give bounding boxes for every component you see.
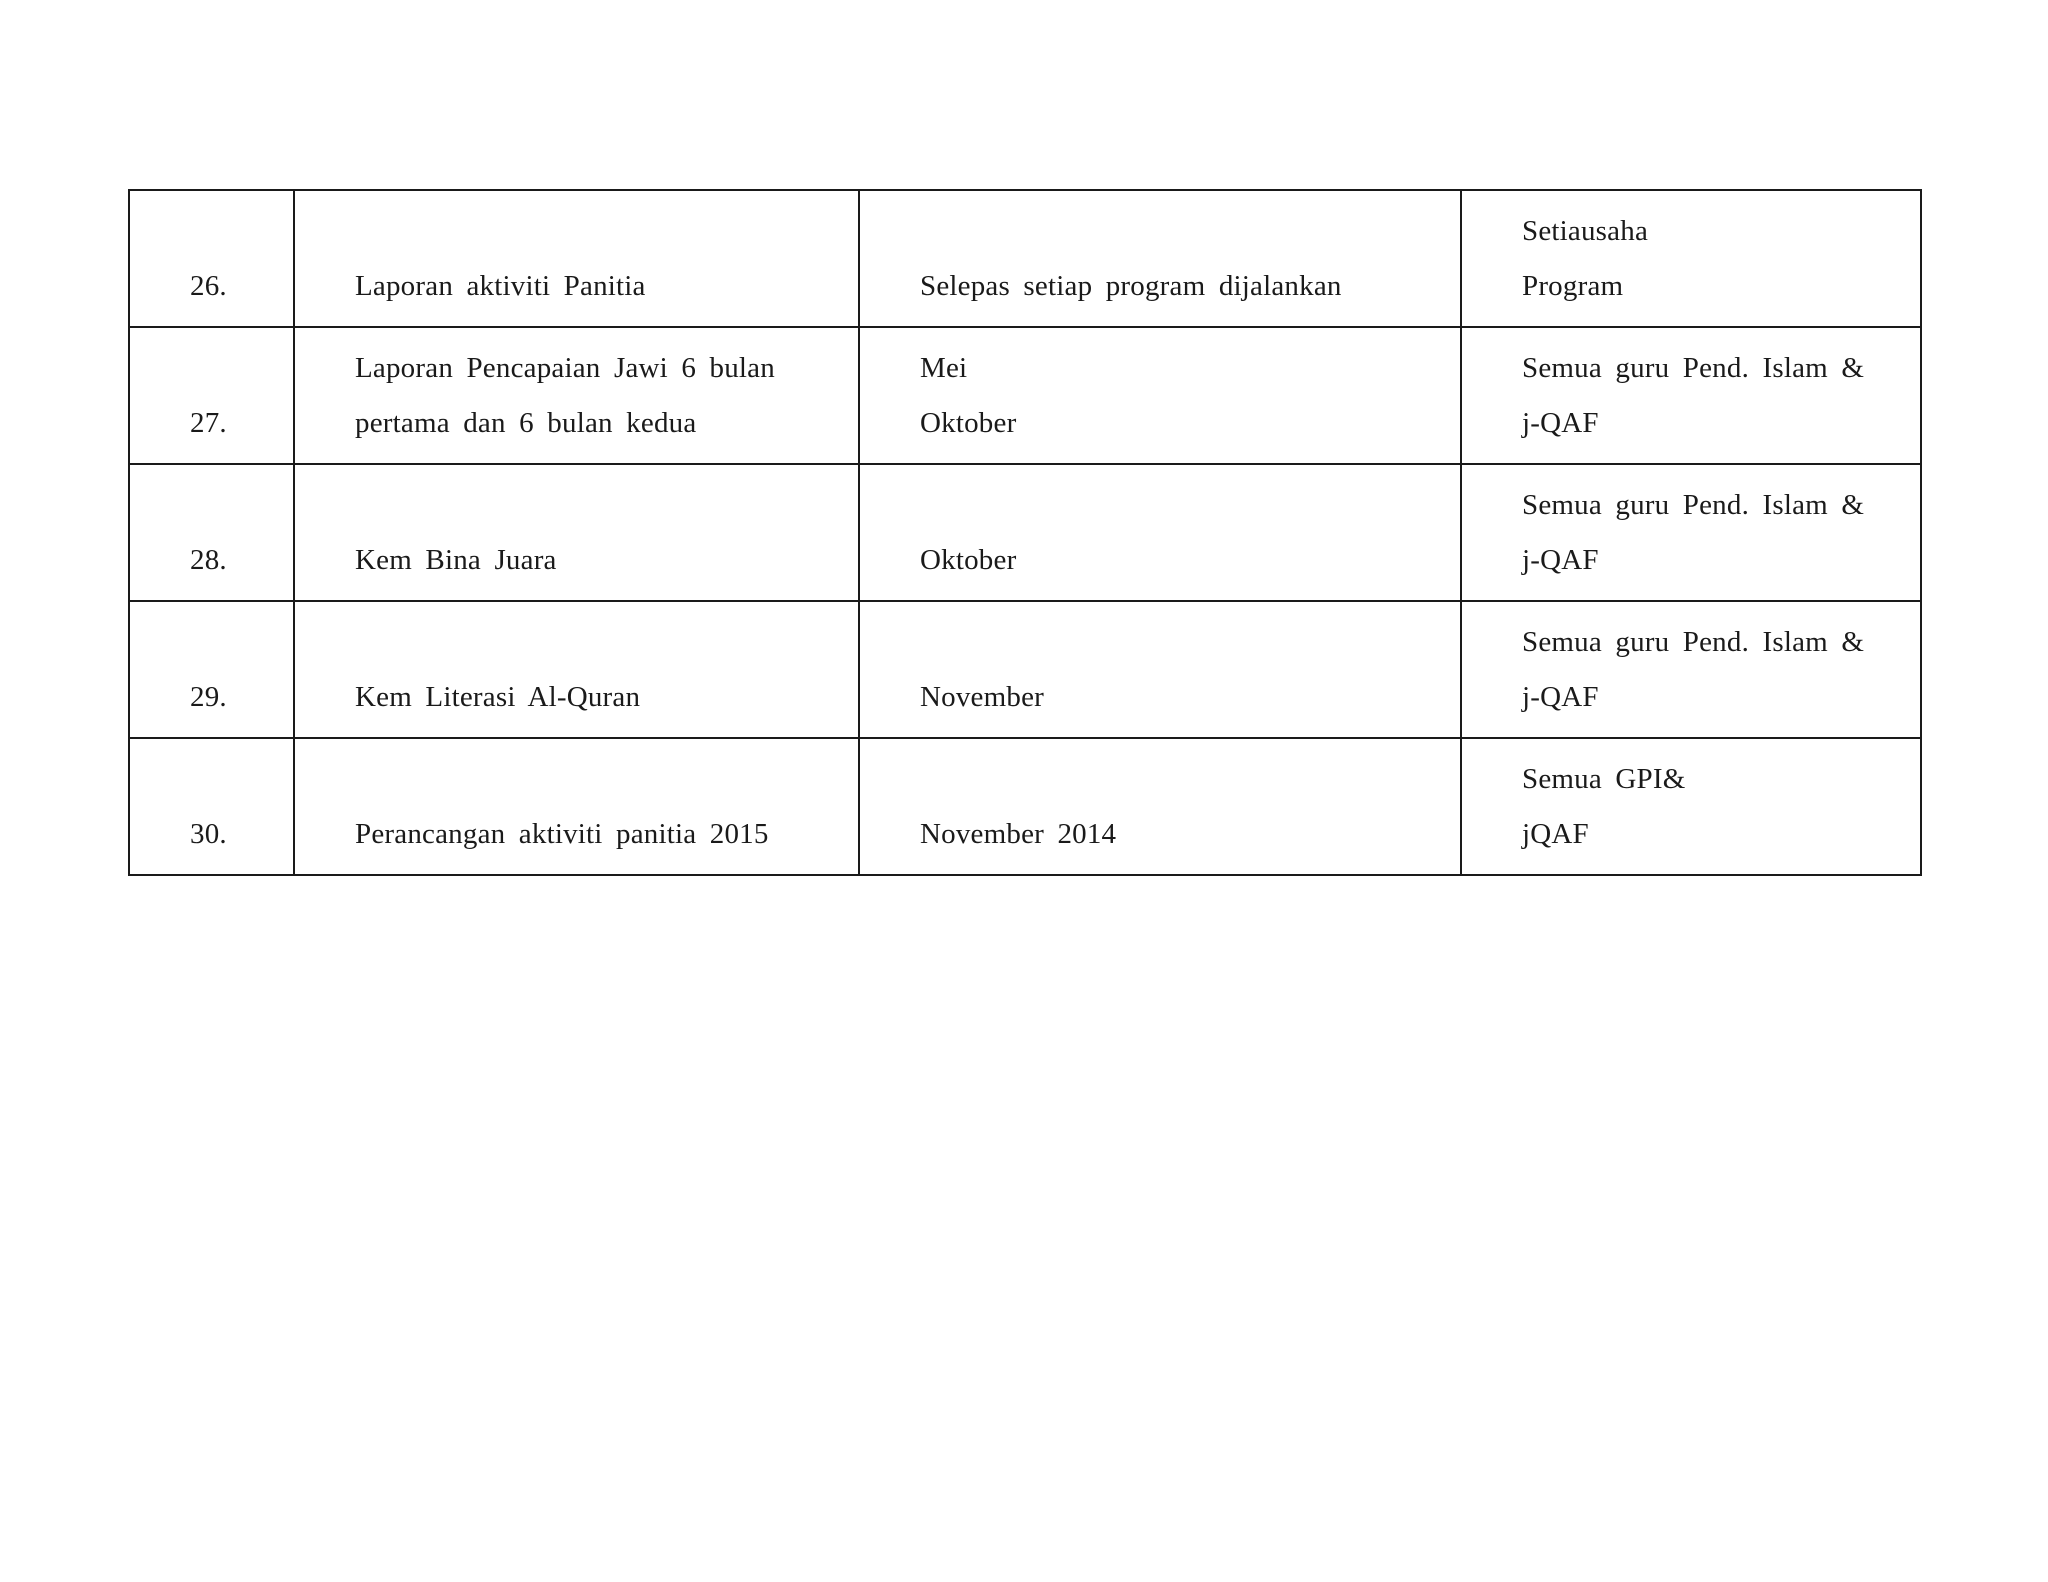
person-in-charge-text: Setiausaha bbox=[1522, 215, 1649, 247]
time-text: Selepas setiap program dijalankan bbox=[920, 270, 1342, 302]
person-in-charge-text: Semua guru Pend. Islam & bbox=[1522, 626, 1865, 658]
activity-cell bbox=[294, 464, 859, 601]
table-row bbox=[129, 738, 1921, 875]
row-number-cell bbox=[129, 738, 294, 875]
table-row bbox=[129, 190, 1921, 327]
table-row bbox=[129, 601, 1921, 738]
person-in-charge-text: Semua guru Pend. Islam & bbox=[1522, 352, 1865, 384]
row-number: 27. bbox=[190, 407, 227, 439]
person-in-charge-text: j-QAF bbox=[1522, 681, 1599, 713]
activity-cell bbox=[294, 738, 859, 875]
activity-text: Kem Bina Juara bbox=[355, 544, 557, 576]
row-number: 30. bbox=[190, 818, 227, 850]
person-in-charge-text: j-QAF bbox=[1522, 407, 1599, 439]
time-text: Oktober bbox=[920, 407, 1017, 439]
person-in-charge-cell bbox=[1461, 190, 1921, 327]
row-number: 29. bbox=[190, 681, 227, 713]
row-number-cell bbox=[129, 327, 294, 464]
person-in-charge-text: Program bbox=[1522, 270, 1624, 302]
time-cell bbox=[859, 738, 1461, 875]
row-number: 26. bbox=[190, 270, 227, 302]
activity-cell bbox=[294, 327, 859, 464]
activity-text: Laporan aktiviti Panitia bbox=[355, 270, 646, 302]
table-row bbox=[129, 464, 1921, 601]
table-row bbox=[129, 327, 1921, 464]
activity-text: Perancangan aktiviti panitia 2015 bbox=[355, 818, 769, 850]
time-cell bbox=[859, 327, 1461, 464]
time-cell bbox=[859, 601, 1461, 738]
activity-table bbox=[128, 189, 1922, 876]
person-in-charge-text: Semua GPI& bbox=[1522, 763, 1686, 795]
person-in-charge-cell bbox=[1461, 327, 1921, 464]
row-number-cell bbox=[129, 464, 294, 601]
activity-text: Kem Literasi Al-Quran bbox=[355, 681, 641, 713]
activity-cell bbox=[294, 190, 859, 327]
row-number: 28. bbox=[190, 544, 227, 576]
person-in-charge-cell bbox=[1461, 464, 1921, 601]
time-text: Mei bbox=[920, 352, 968, 384]
person-in-charge-text: Semua guru Pend. Islam & bbox=[1522, 489, 1865, 521]
time-cell bbox=[859, 190, 1461, 327]
person-in-charge-cell bbox=[1461, 601, 1921, 738]
activity-cell bbox=[294, 601, 859, 738]
time-text: Oktober bbox=[920, 544, 1017, 576]
person-in-charge-cell bbox=[1461, 738, 1921, 875]
time-text: November 2014 bbox=[920, 818, 1117, 850]
time-text: November bbox=[920, 681, 1045, 713]
row-number-cell bbox=[129, 601, 294, 738]
row-number-cell bbox=[129, 190, 294, 327]
activity-text: Laporan Pencapaian Jawi 6 bulan bbox=[355, 352, 775, 384]
time-cell bbox=[859, 464, 1461, 601]
activity-text: pertama dan 6 bulan kedua bbox=[355, 407, 697, 439]
person-in-charge-text: j-QAF bbox=[1522, 544, 1599, 576]
person-in-charge-text: jQAF bbox=[1522, 818, 1589, 850]
